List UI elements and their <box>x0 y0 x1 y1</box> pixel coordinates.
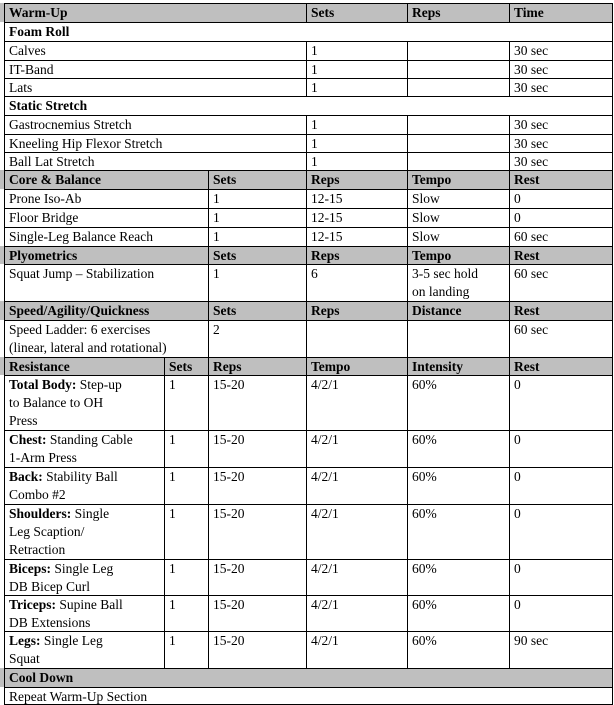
sets-cell: 2 <box>208 320 306 357</box>
sets-cell: 1 <box>306 115 407 134</box>
reps-cell <box>407 78 509 96</box>
sets-cell: 1 <box>164 595 208 631</box>
muscle-group-label: Total Body: <box>9 377 77 392</box>
time-cell: 30 sec <box>509 60 613 78</box>
rest-header: Rest <box>509 246 613 264</box>
sets-cell: 1 <box>208 264 306 301</box>
tempo-cell: 4/2/1 <box>306 430 407 467</box>
table-row <box>0 467 613 504</box>
intensity-cell: 60% <box>407 375 509 430</box>
exercise-name: Floor Bridge <box>4 208 208 227</box>
reps-header: Reps <box>306 170 407 189</box>
reps-cell: 15-20 <box>208 631 306 668</box>
time-cell: 30 sec <box>509 115 613 134</box>
table-row <box>0 320 613 357</box>
sets-cell: 1 <box>164 631 208 668</box>
table-row <box>0 559 613 595</box>
exercise-text: Stability Ball <box>42 469 118 484</box>
rest-header: Rest <box>509 170 613 189</box>
muscle-group-label: Shoulders: <box>9 506 72 521</box>
exercise-name-line-1: Speed Ladder: 6 exercises <box>9 322 151 337</box>
muscle-group-label: Triceps: <box>9 597 56 612</box>
tempo-cell: 4/2/1 <box>306 467 407 504</box>
tempo-cell: 4/2/1 <box>306 595 407 631</box>
reps-cell: 15-20 <box>208 430 306 467</box>
tempo-line-1: 3-5 sec hold <box>412 266 478 281</box>
exercise-name <box>4 595 164 631</box>
warmup-title: Warm-Up <box>4 3 306 22</box>
exercise-text: Single <box>71 506 110 521</box>
sets-header: Sets <box>208 246 306 264</box>
table-row <box>0 152 613 170</box>
exercise-name <box>4 504 164 559</box>
reps-cell <box>407 134 509 152</box>
rest-cell: 0 <box>509 189 613 208</box>
sets-cell: 1 <box>306 134 407 152</box>
tempo-cell: 4/2/1 <box>306 375 407 430</box>
table-row <box>0 208 613 227</box>
sets-header: Sets <box>208 301 306 320</box>
intensity-cell: 60% <box>407 467 509 504</box>
reps-header: Reps <box>306 246 407 264</box>
muscle-group-label: Chest: <box>9 432 47 447</box>
resistance-header-row <box>0 357 613 375</box>
exercise-text: Standing Cable <box>46 432 133 447</box>
time-cell: 30 sec <box>509 41 613 60</box>
core-balance-header-row <box>0 170 613 189</box>
reps-cell: 15-20 <box>208 559 306 595</box>
intensity-cell: 60% <box>407 430 509 467</box>
table-row <box>0 189 613 208</box>
exercise-name <box>4 559 164 595</box>
exercise-text: DB Extensions <box>9 615 91 630</box>
rest-header: Rest <box>509 357 613 375</box>
sets-cell: 1 <box>164 504 208 559</box>
time-cell: 30 sec <box>509 152 613 170</box>
rest-cell: 0 <box>509 430 613 467</box>
reps-cell: 6 <box>306 264 407 301</box>
static-stretch-title: Static Stretch <box>4 96 613 115</box>
exercise-text: Retraction <box>9 542 66 557</box>
plyometrics-title: Plyometrics <box>4 246 208 264</box>
tempo-cell: Slow <box>407 189 509 208</box>
exercise-name: IT-Band <box>4 60 306 78</box>
rest-cell: 0 <box>509 467 613 504</box>
reps-header: Reps <box>208 357 306 375</box>
exercise-name <box>4 375 164 430</box>
reps-cell <box>407 41 509 60</box>
exercise-name <box>4 430 164 467</box>
tempo-header: Tempo <box>407 170 509 189</box>
intensity-cell: 60% <box>407 631 509 668</box>
reps-cell <box>407 152 509 170</box>
table-row <box>0 504 613 559</box>
rest-cell: 60 sec <box>509 320 613 357</box>
table-row <box>0 41 613 60</box>
reps-cell: 15-20 <box>208 467 306 504</box>
exercise-name: Lats <box>4 78 306 96</box>
core-balance-title: Core & Balance <box>4 170 208 189</box>
cool-down-header-row <box>0 668 613 687</box>
sets-cell: 1 <box>208 227 306 246</box>
exercise-text: 1-Arm Press <box>9 450 77 465</box>
foam-roll-section-row <box>0 22 613 41</box>
table-row <box>0 264 613 301</box>
sets-header: Sets <box>164 357 208 375</box>
cool-down-text: Repeat Warm-Up Section <box>4 687 613 705</box>
sets-cell: 1 <box>306 152 407 170</box>
tempo-cell: Slow <box>407 208 509 227</box>
exercise-text: Step-up <box>76 377 122 392</box>
rest-cell: 0 <box>509 375 613 430</box>
reps-header: Reps <box>306 301 407 320</box>
exercise-text: Squat <box>9 651 40 666</box>
distance-header: Distance <box>407 301 509 320</box>
exercise-name: Kneeling Hip Flexor Stretch <box>4 134 306 152</box>
tempo-cell: 4/2/1 <box>306 504 407 559</box>
exercise-text: Single Leg <box>40 633 103 648</box>
table-row <box>0 227 613 246</box>
exercise-name: Squat Jump – Stabilization <box>4 264 208 301</box>
time-cell: 30 sec <box>509 78 613 96</box>
muscle-group-label: Biceps: <box>9 561 51 576</box>
exercise-name: Single-Leg Balance Reach <box>4 227 208 246</box>
sets-cell: 1 <box>208 208 306 227</box>
exercise-text: Single Leg <box>51 561 114 576</box>
rest-cell: 0 <box>509 595 613 631</box>
rest-header: Rest <box>509 301 613 320</box>
tempo-line-2: on landing <box>412 284 470 299</box>
time-cell: 30 sec <box>509 134 613 152</box>
warmup-reps-header: Reps <box>407 3 509 22</box>
intensity-cell: 60% <box>407 595 509 631</box>
exercise-text: Supine Ball <box>56 597 123 612</box>
static-stretch-section-row <box>0 96 613 115</box>
foam-roll-title: Foam Roll <box>4 22 613 41</box>
saq-title: Speed/Agility/Quickness <box>4 301 208 320</box>
muscle-group-label: Back: <box>9 469 43 484</box>
exercise-name: Ball Lat Stretch <box>4 152 306 170</box>
sets-cell: 1 <box>306 60 407 78</box>
distance-cell <box>407 320 509 357</box>
reps-cell <box>407 60 509 78</box>
table-row <box>0 430 613 467</box>
intensity-cell: 60% <box>407 559 509 595</box>
table-row <box>0 631 613 668</box>
intensity-cell: 60% <box>407 504 509 559</box>
muscle-group-label: Legs: <box>9 633 41 648</box>
tempo-cell: 4/2/1 <box>306 559 407 595</box>
intensity-header: Intensity <box>407 357 509 375</box>
reps-cell: 12-15 <box>306 208 407 227</box>
exercise-text: Leg Scaption/ <box>9 524 85 539</box>
sets-cell: 1 <box>164 430 208 467</box>
resistance-title: Resistance <box>4 357 164 375</box>
exercise-text: Press <box>9 413 38 428</box>
sets-cell: 1 <box>164 559 208 595</box>
warmup-time-header: Time <box>509 3 613 22</box>
reps-cell: 15-20 <box>208 375 306 430</box>
table-row <box>0 60 613 78</box>
sets-header: Sets <box>208 170 306 189</box>
tempo-cell <box>407 264 509 301</box>
rest-cell: 60 sec <box>509 264 613 301</box>
sets-cell: 1 <box>164 375 208 430</box>
sets-cell: 1 <box>208 189 306 208</box>
cool-down-title: Cool Down <box>4 668 613 687</box>
plyometrics-header-row <box>0 246 613 264</box>
exercise-name <box>4 467 164 504</box>
rest-cell: 0 <box>509 559 613 595</box>
exercise-name-line-2: (linear, lateral and rotational) <box>9 340 167 355</box>
warmup-header-row <box>0 3 613 22</box>
exercise-text: DB Bicep Curl <box>9 579 90 594</box>
reps-cell <box>306 320 407 357</box>
table-row <box>0 134 613 152</box>
table-row <box>0 595 613 631</box>
warmup-sets-header: Sets <box>306 3 407 22</box>
exercise-name <box>4 320 208 357</box>
saq-header-row <box>0 301 613 320</box>
reps-cell: 15-20 <box>208 504 306 559</box>
sets-cell: 1 <box>306 78 407 96</box>
rest-cell: 0 <box>509 208 613 227</box>
reps-cell: 15-20 <box>208 595 306 631</box>
table-row <box>0 78 613 96</box>
tempo-header: Tempo <box>306 357 407 375</box>
rest-cell: 60 sec <box>509 227 613 246</box>
exercise-text: to Balance to OH <box>9 395 104 410</box>
tempo-cell: Slow <box>407 227 509 246</box>
cool-down-row <box>0 687 613 705</box>
sets-cell: 1 <box>164 467 208 504</box>
exercise-name: Prone Iso-Ab <box>4 189 208 208</box>
tempo-header: Tempo <box>407 246 509 264</box>
table-row <box>0 115 613 134</box>
exercise-text: Combo #2 <box>9 487 66 502</box>
table-row <box>0 375 613 430</box>
rest-cell: 0 <box>509 504 613 559</box>
exercise-name <box>4 631 164 668</box>
reps-cell: 12-15 <box>306 189 407 208</box>
exercise-name: Calves <box>4 41 306 60</box>
reps-cell <box>407 115 509 134</box>
rest-cell: 90 sec <box>509 631 613 668</box>
sets-cell: 1 <box>306 41 407 60</box>
tempo-cell: 4/2/1 <box>306 631 407 668</box>
exercise-name: Gastrocnemius Stretch <box>4 115 306 134</box>
reps-cell: 12-15 <box>306 227 407 246</box>
